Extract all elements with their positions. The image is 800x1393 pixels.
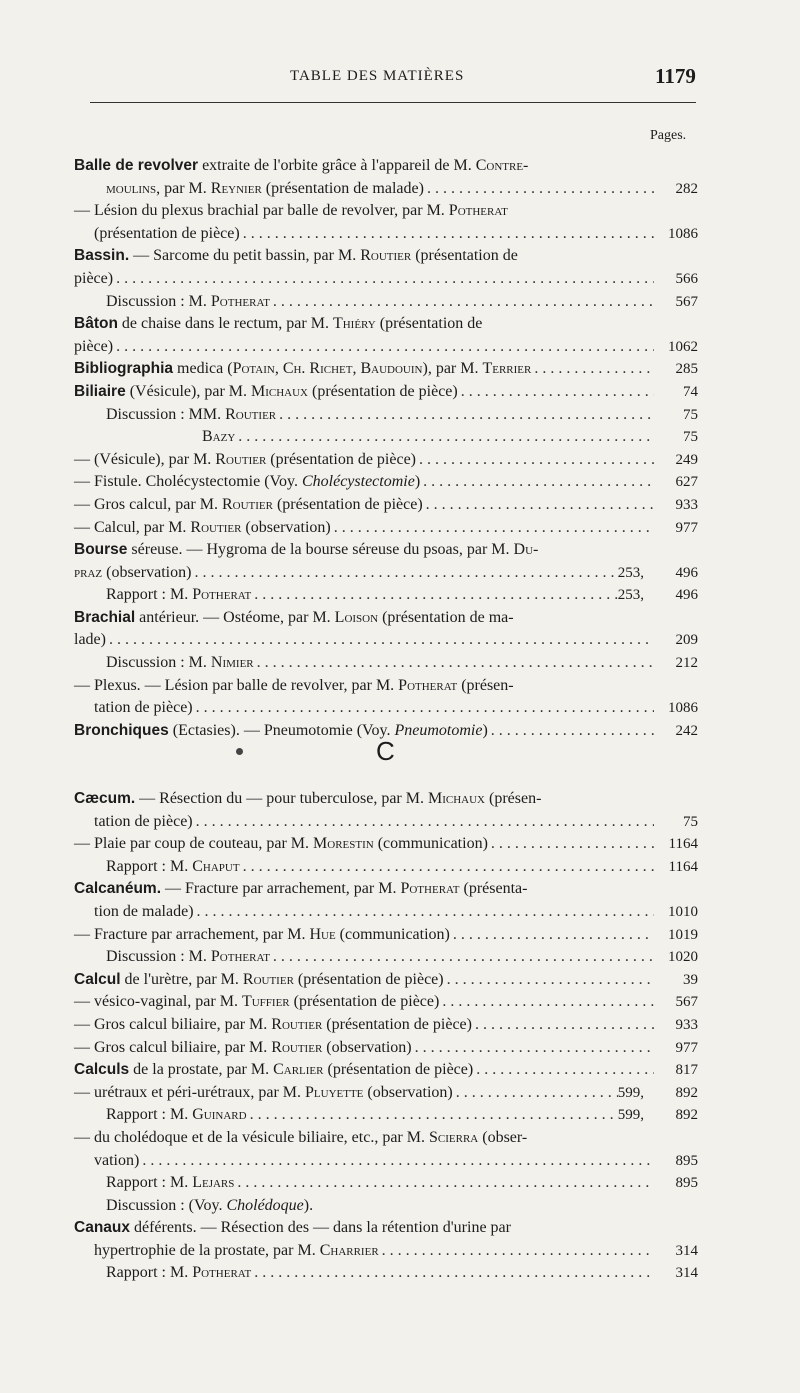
index-entry: moulins, par M. Reynier (présentation de malade) . . . 282	[74, 178, 698, 201]
index-entry: Discussion : MM. Routier . . . 75	[74, 404, 698, 427]
index-entry: Discussion : M. Potherat . . . 567	[74, 291, 698, 314]
index-entry: Canaux déférents. — Résection des — dans la rétention d'urine par	[74, 1219, 511, 1237]
index-entry: — Fistule. Cholécystectomie (Voy. Cholécystectomie) . . . 627	[74, 471, 698, 494]
index-entry: Brachial antérieur. — Ostéome, par M. Loison (présentation de ma-	[74, 608, 514, 626]
header-rule	[90, 102, 696, 103]
index-entry: tation de pièce) . . . 1086	[74, 697, 698, 720]
index-entry: hypertrophie de la prostate, par M. Charrier . . . 314	[74, 1240, 698, 1263]
index-entry: — Gros calcul biliaire, par M. Routier (observation) . . . 977	[74, 1037, 698, 1060]
index-entry: tation de pièce) . . . 75	[74, 811, 698, 834]
index-entry: — Fracture par arrachement, par M. Hue (communication) . . . 1019	[74, 924, 698, 947]
index-entry: — Gros calcul biliaire, par M. Routier (présentation de pièce) . . . 933	[74, 1014, 698, 1037]
index-entry: — Calcul, par M. Routier (observation) . . . 977	[74, 517, 698, 540]
index-entry: — vésico-vaginal, par M. Tuffier (présentation de pièce) . . . 567	[74, 991, 698, 1014]
index-entry: vation) . . . 895	[74, 1150, 698, 1173]
index-entry: Bâton de chaise dans le rectum, par M. Thiéry (présentation de	[74, 315, 483, 333]
index-entry: — Lésion du plexus brachial par balle de revolver, par M. Potherat	[74, 202, 508, 220]
index-entry: — Plaie par coup de couteau, par M. Morestin (communication) . . . 1164	[74, 833, 698, 856]
index-entry: Rapport : M. Lejars . . . 895	[74, 1172, 698, 1195]
index-entry: praz (observation) . . . 253, 496	[74, 562, 698, 585]
index-section-b	[74, 155, 698, 742]
printer-mark	[236, 748, 243, 755]
index-entry: Bassin. — Sarcome du petit bassin, par M. Routier (présentation de	[74, 247, 518, 265]
index-entry: Rapport : M. Chaput . . . 1164	[74, 856, 698, 879]
index-entry: Cæcum. — Résection du — pour tuberculose, par M. Michaux (présen-	[74, 790, 542, 807]
pages-column-label: Pages.	[650, 128, 687, 143]
index-entry: Balle de revolver extraite de l'orbite grâce à l'appareil de M. Contre-	[74, 157, 529, 174]
index-entry: Calcanéum. — Fracture par arrachement, par M. Potherat (présenta-	[74, 880, 528, 898]
index-entry: — (Vésicule), par M. Routier (présentation de pièce) . . . 249	[74, 449, 698, 472]
index-entry: lade) . . . 209	[74, 629, 698, 652]
index-entry: — Gros calcul, par M. Routier (présentation de pièce) . . . 933	[74, 494, 698, 517]
index-entry: tion de malade) . . . 1010	[74, 901, 698, 924]
index-entry: pièce) . . . 566	[74, 268, 698, 291]
index-entry: Rapport : M. Guinard . . . 599, 892	[74, 1104, 698, 1127]
page-number: 1179	[655, 64, 696, 88]
index-entry: Bibliographia medica (Potain, Ch. Richet, Baudouin), par M. Terrier . . . 285	[74, 358, 698, 381]
index-entry: Calculs de la prostate, par M. Carlier (présentation de pièce) . . . 817	[74, 1059, 698, 1082]
running-title: TABLE DES MATIÈRES	[290, 68, 465, 84]
index-entry: (présentation de pièce) . . . 1086	[74, 223, 698, 246]
index-section-c	[74, 788, 698, 1285]
index-entry: Discussion : (Voy. Cholédoque).	[106, 1196, 314, 1214]
index-entry: Bronchiques (Ectasies). — Pneumotomie (Voy. Pneumotomie) . . . 242	[74, 720, 698, 743]
index-entry: Bourse séreuse. — Hygroma de la bourse séreuse du psoas, par M. Du-	[74, 541, 539, 559]
index-entry: Discussion : M. Nimier . . . 212	[74, 652, 698, 675]
index-entry: pièce) . . . 1062	[74, 336, 698, 359]
section-letter: C	[376, 736, 395, 766]
index-entry: — du cholédoque et de la vésicule biliaire, etc., par M. Scierra (obser-	[74, 1128, 528, 1146]
index-entry: Bazy . . . 75	[74, 426, 698, 449]
index-entry: Biliaire (Vésicule), par M. Michaux (présentation de pièce) . . . 74	[74, 381, 698, 404]
index-entry: Discussion : M. Potherat . . . 1020	[74, 946, 698, 969]
index-entry: Rapport : M. Potherat . . . 253, 496	[74, 584, 698, 607]
index-entry: Calcul de l'urètre, par M. Routier (présentation de pièce) . . . 39	[74, 969, 698, 992]
index-entry: Rapport : M. Potherat . . . 314	[74, 1262, 698, 1285]
index-entry: — urétraux et péri-urétraux, par M. Pluyette (observation) . . . 599, 892	[74, 1082, 698, 1105]
index-entry: — Plexus. — Lésion par balle de revolver, par M. Potherat (présen-	[74, 676, 514, 694]
